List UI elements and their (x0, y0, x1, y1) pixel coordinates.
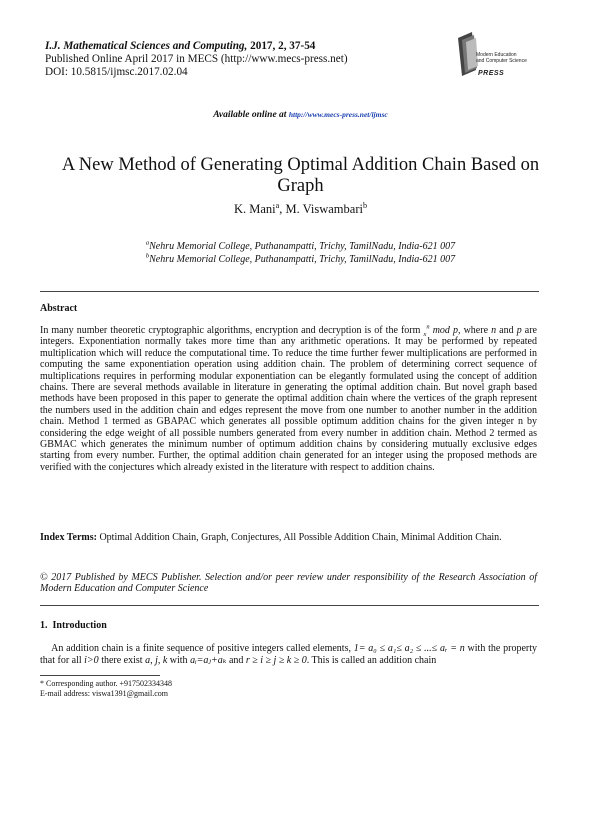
journal-volume: 2017, 2, 37-54 (250, 40, 316, 52)
abstract-text: In many number theoretic cryptographic algorithms, encryption and decryption is of the form $_x^n$ mod p, where n and p are integers. Exponentiation normally takes more time than any arithmetic operations. It may be performed by repeated multiplication which will reduce the computational time. To reduce the time further fewer multiplications are performed in computing the same exponentiation operation using addition chain. The problem of determining correct sequence of multiplications requires in performing modular exponentiation can be elegantly formulated using the concept of addition chains. There are several methods available in literature in generating the optimal addition chain. But novel graph based methods have been proposed in this paper to generate the optimal addition chain where the vertices of the graph represent the numbers used in the addition chain and edges represent the move from one number to another number in the addition chain. Method 1 termed as GBAPAC which generates all possible optimum addition chains for the given integer n by considering the edge weight of all possible numbers generated from every number in addition chain. Method 2 termed as GBMAC which generates the minimum number of optimum addition chains by considering mutually exclusive edges starting from every number. Further, the optimal addition chain generated for an integer using the proposed methods are verified with the conjectures which already existed in the literature with respect to addition chains. (40, 323, 537, 473)
introduction-text: An addition chain is a finite sequence of positive integers called elements, 1= a₀ ≤ a₁≤ a₂ ≤ ...≤ aᵣ = n with the property that for all i>0 there exist a, j, k with aᵢ=aⱼ+aₖ and r ≥ i ≥ j ≥ k ≥ 0. This is called an addition chain (40, 643, 538, 666)
divider (40, 605, 539, 606)
section-heading: 1. Introduction (40, 620, 107, 631)
copyright-notice: © 2017 Published by MECS Publisher. Selection and/or peer review under responsibility of the Research Association of Modern Education and Computer Science (40, 572, 537, 595)
journal-url-link[interactable]: http://www.mecs-press.net/ijmsc (288, 110, 388, 119)
publisher-logo-text: Modern Education and Computer Science (476, 52, 527, 64)
footnote-divider (40, 675, 160, 676)
affiliation-line: $^b$Nehru Memorial College, Puthanampatti, Trichy, TamilNadu, India-621 007 (145, 252, 456, 265)
paper-title: A New Method of Generating Optimal Addition Chain Based on Graph (61, 155, 540, 196)
author-list: K. Mani$^a$, M. Viswambari$^b$ (233, 200, 368, 216)
corresponding-author: * Corresponding author. +917502334348 (40, 679, 173, 688)
footnote (40, 679, 172, 699)
divider (40, 291, 539, 292)
publisher-logo-press: PRESS (478, 70, 505, 77)
doi-line: DOI: 10.5815/ijmsc.2017.02.04 (45, 66, 188, 78)
author-name: K. Mani (233, 202, 276, 216)
email-address: E-mail address: viswa1391@gmail.com (40, 689, 169, 698)
journal-name: I.J. Mathematical Sciences and Computing, (45, 40, 248, 52)
author-name: M. Viswambari (285, 202, 363, 216)
index-terms: Index Terms: Optimal Addition Chain, Graph, Conjectures, All Possible Addition Chain, Minimal Addition Chain. (40, 532, 502, 543)
affiliations (0, 240, 601, 266)
journal-header (45, 40, 348, 79)
availability-line: Available online at http://www.mecs-press.net/ijmsc (213, 110, 388, 120)
affiliation-line: $^a$Nehru Memorial College, Puthanampatti, Trichy, TamilNadu, India-621 007 (145, 239, 456, 252)
published-line: Published Online April 2017 in MECS (http://www.mecs-press.net) (45, 53, 348, 65)
abstract-heading: Abstract (40, 303, 78, 314)
